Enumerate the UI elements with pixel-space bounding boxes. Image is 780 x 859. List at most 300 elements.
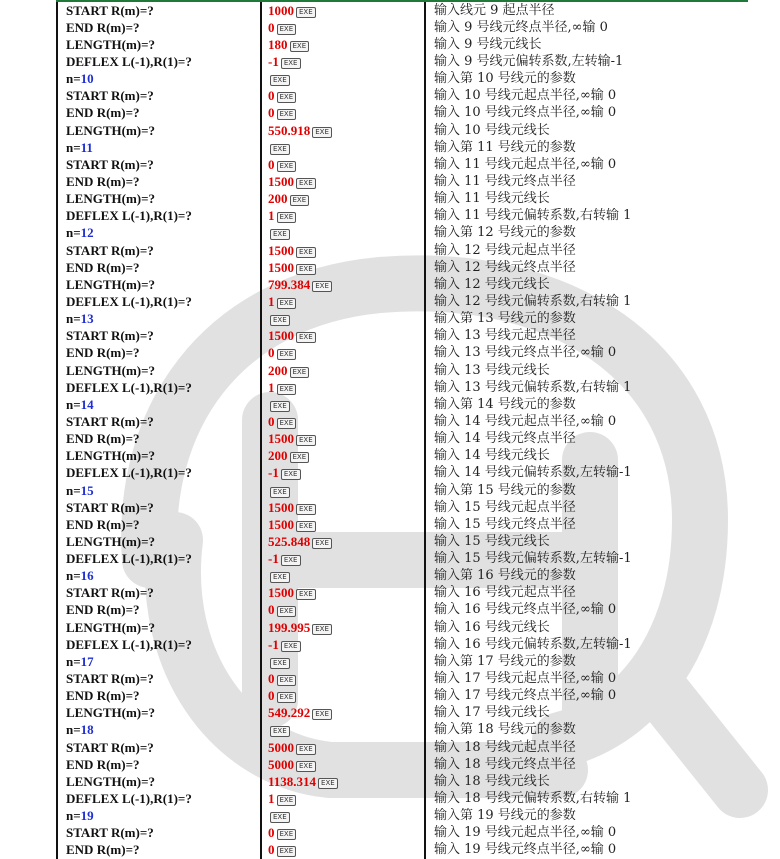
input-value-cell bbox=[261, 739, 425, 756]
description-text: 输入 12 号线元起点半径 bbox=[434, 242, 576, 258]
table-row bbox=[57, 705, 768, 722]
exe-key-icon: EXE bbox=[277, 109, 297, 120]
segment-prefix: n= bbox=[66, 71, 81, 87]
input-value-cell bbox=[261, 602, 425, 619]
exe-key-icon: EXE bbox=[277, 692, 297, 703]
prompt-label: LENGTH(m)=? bbox=[66, 276, 156, 292]
input-value: 1500 bbox=[268, 242, 294, 258]
input-value: 1 bbox=[268, 208, 275, 224]
prompt-label: DEFLEX L(-1),R(1)=? bbox=[66, 208, 192, 224]
exe-key-icon: EXE bbox=[290, 452, 310, 463]
prompt-label: LENGTH(m)=? bbox=[66, 362, 156, 378]
prompt-label: DEFLEX L(-1),R(1)=? bbox=[66, 379, 192, 395]
description-text: 输入 14 号线元终点半径 bbox=[434, 431, 576, 447]
input-value: 1 bbox=[268, 293, 275, 309]
prompt-label-cell bbox=[57, 790, 261, 807]
input-value: -1 bbox=[268, 53, 279, 69]
prompt-label: END R(m)=? bbox=[66, 173, 140, 189]
exe-key-icon: EXE bbox=[277, 349, 297, 360]
prompt-label: END R(m)=? bbox=[66, 842, 140, 858]
input-value: 1500 bbox=[268, 431, 294, 447]
prompt-label-cell bbox=[57, 413, 261, 430]
prompt-label-cell bbox=[57, 448, 261, 465]
description-cell bbox=[425, 88, 768, 105]
table-row bbox=[57, 482, 768, 499]
segment-prefix: n= bbox=[66, 139, 81, 155]
input-value: -1 bbox=[268, 465, 279, 481]
input-value: -1 bbox=[268, 636, 279, 652]
exe-key-icon: EXE bbox=[312, 281, 332, 292]
table-row bbox=[57, 191, 768, 208]
prompt-label-cell bbox=[57, 825, 261, 842]
exe-key-icon: EXE bbox=[270, 726, 290, 737]
table-row bbox=[57, 619, 768, 636]
table-row bbox=[57, 653, 768, 670]
prompt-label-cell bbox=[57, 739, 261, 756]
input-value: 0 bbox=[268, 88, 275, 104]
input-value-cell bbox=[261, 551, 425, 568]
input-value-cell bbox=[261, 482, 425, 499]
description-text: 输入 9 号线元线长 bbox=[434, 36, 542, 52]
table-row bbox=[57, 602, 768, 619]
table-row bbox=[57, 773, 768, 790]
input-value-cell bbox=[261, 448, 425, 465]
table-row bbox=[57, 551, 768, 568]
description-text: 输入 12 号线元线长 bbox=[434, 276, 550, 292]
prompt-label-cell bbox=[57, 585, 261, 602]
segment-index-cell bbox=[57, 482, 261, 499]
table-row bbox=[57, 2, 768, 19]
exe-key-icon: EXE bbox=[296, 521, 316, 532]
description-text: 输入 15 号线元终点半径 bbox=[434, 516, 576, 532]
description-text: 输入 18 号线元终点半径 bbox=[434, 756, 576, 772]
exe-key-icon: EXE bbox=[270, 487, 290, 498]
table-row bbox=[57, 568, 768, 585]
input-value: 5000 bbox=[268, 739, 294, 755]
input-value: 1500 bbox=[268, 173, 294, 189]
input-value: 1500 bbox=[268, 499, 294, 515]
description-cell bbox=[425, 619, 768, 636]
prompt-label-cell bbox=[57, 293, 261, 310]
input-value-cell bbox=[261, 379, 425, 396]
prompt-label-cell bbox=[57, 551, 261, 568]
description-text: 输入第 15 号线元的参数 bbox=[434, 482, 576, 498]
description-cell bbox=[425, 585, 768, 602]
description-cell bbox=[425, 173, 768, 190]
table-row bbox=[57, 379, 768, 396]
table-row bbox=[57, 362, 768, 379]
input-value: 0 bbox=[268, 156, 275, 172]
description-cell bbox=[425, 19, 768, 36]
input-value-cell bbox=[261, 71, 425, 88]
description-text: 输入 11 号线元起点半径,∞输 0 bbox=[434, 156, 617, 172]
prompt-label-cell bbox=[57, 688, 261, 705]
input-value-cell bbox=[261, 293, 425, 310]
table-row bbox=[57, 636, 768, 653]
input-value: 200 bbox=[268, 191, 288, 207]
segment-number: 14 bbox=[80, 396, 94, 412]
segment-index-cell bbox=[57, 808, 261, 825]
input-value: -1 bbox=[268, 551, 279, 567]
prompt-label-cell bbox=[57, 705, 261, 722]
description-cell bbox=[425, 825, 768, 842]
description-cell bbox=[425, 276, 768, 293]
description-text: 输入第 18 号线元的参数 bbox=[434, 722, 576, 738]
input-value: 1 bbox=[268, 791, 275, 807]
input-value-cell bbox=[261, 88, 425, 105]
prompt-label: LENGTH(m)=? bbox=[66, 36, 156, 52]
exe-key-icon: EXE bbox=[296, 178, 316, 189]
table-row bbox=[57, 276, 768, 293]
description-cell bbox=[425, 105, 768, 122]
prompt-label: LENGTH(m)=? bbox=[66, 448, 156, 464]
description-cell bbox=[425, 259, 768, 276]
segment-index-cell bbox=[57, 396, 261, 413]
exe-key-icon: EXE bbox=[277, 846, 297, 857]
prompt-label-cell bbox=[57, 105, 261, 122]
description-text: 输入第 19 号线元的参数 bbox=[434, 808, 576, 824]
table-row bbox=[57, 156, 768, 173]
input-value-cell bbox=[261, 688, 425, 705]
input-value-cell bbox=[261, 328, 425, 345]
description-text: 输入第 12 号线元的参数 bbox=[434, 225, 576, 241]
input-value: 1500 bbox=[268, 328, 294, 344]
description-text: 输入第 17 号线元的参数 bbox=[434, 653, 576, 669]
input-value: 549.292 bbox=[268, 705, 311, 721]
table-row bbox=[57, 345, 768, 362]
description-text: 输入 13 号线元线长 bbox=[434, 362, 550, 378]
description-cell bbox=[425, 705, 768, 722]
exe-key-icon: EXE bbox=[270, 144, 290, 155]
description-text: 输入第 16 号线元的参数 bbox=[434, 568, 576, 584]
input-value-cell bbox=[261, 345, 425, 362]
prompt-label: END R(m)=? bbox=[66, 688, 140, 704]
prompt-label-cell bbox=[57, 276, 261, 293]
input-value-cell bbox=[261, 465, 425, 482]
description-cell bbox=[425, 842, 768, 859]
description-cell bbox=[425, 636, 768, 653]
exe-key-icon: EXE bbox=[281, 58, 301, 69]
input-value: 1500 bbox=[268, 516, 294, 532]
input-value: 1000 bbox=[268, 2, 294, 18]
exe-key-icon: EXE bbox=[270, 315, 290, 326]
prompt-label: START R(m)=? bbox=[66, 585, 154, 601]
prompt-label-cell bbox=[57, 191, 261, 208]
table-row bbox=[57, 88, 768, 105]
description-cell bbox=[425, 448, 768, 465]
exe-key-icon: EXE bbox=[270, 572, 290, 583]
exe-key-icon: EXE bbox=[312, 709, 332, 720]
prompt-label-cell bbox=[57, 36, 261, 53]
table-row bbox=[57, 328, 768, 345]
description-text: 输入 10 号线元终点半径,∞输 0 bbox=[434, 105, 617, 121]
segment-prefix: n= bbox=[66, 311, 81, 327]
input-value-cell bbox=[261, 790, 425, 807]
prompt-label-cell bbox=[57, 156, 261, 173]
description-text: 输入线元 9 起点半径 bbox=[434, 2, 555, 18]
table-row bbox=[57, 71, 768, 88]
prompt-label: START R(m)=? bbox=[66, 156, 154, 172]
input-value: 199.995 bbox=[268, 619, 311, 635]
description-cell bbox=[425, 242, 768, 259]
table-row bbox=[57, 739, 768, 756]
description-text: 输入 12 号线元偏转系数,右转输 1 bbox=[434, 293, 632, 309]
description-text: 输入 17 号线元起点半径,∞输 0 bbox=[434, 671, 617, 687]
prompt-label-cell bbox=[57, 345, 261, 362]
exe-key-icon: EXE bbox=[277, 92, 297, 103]
description-cell bbox=[425, 71, 768, 88]
exe-key-icon: EXE bbox=[270, 812, 290, 823]
description-text: 输入 17 号线元线长 bbox=[434, 705, 550, 721]
input-value-cell bbox=[261, 773, 425, 790]
description-cell bbox=[425, 345, 768, 362]
table-row bbox=[57, 122, 768, 139]
prompt-label: LENGTH(m)=? bbox=[66, 122, 156, 138]
segment-index-cell bbox=[57, 225, 261, 242]
input-value-cell bbox=[261, 653, 425, 670]
segment-index-cell bbox=[57, 653, 261, 670]
description-cell bbox=[425, 191, 768, 208]
description-cell bbox=[425, 551, 768, 568]
description-text: 输入 10 号线元线长 bbox=[434, 122, 550, 138]
table-row bbox=[57, 242, 768, 259]
description-cell bbox=[425, 36, 768, 53]
exe-key-icon: EXE bbox=[296, 761, 316, 772]
description-cell bbox=[425, 139, 768, 156]
prompt-label: START R(m)=? bbox=[66, 88, 154, 104]
prompt-label: START R(m)=? bbox=[66, 739, 154, 755]
description-cell bbox=[425, 653, 768, 670]
segment-prefix: n= bbox=[66, 653, 81, 669]
exe-key-icon: EXE bbox=[277, 606, 297, 617]
description-cell bbox=[425, 465, 768, 482]
prompt-label-cell bbox=[57, 122, 261, 139]
prompt-label-cell bbox=[57, 516, 261, 533]
segment-index-cell bbox=[57, 568, 261, 585]
input-value-cell bbox=[261, 311, 425, 328]
input-value-cell bbox=[261, 533, 425, 550]
table-row bbox=[57, 431, 768, 448]
table-row bbox=[57, 259, 768, 276]
description-text: 输入 16 号线元终点半径,∞输 0 bbox=[434, 602, 617, 618]
input-value: 0 bbox=[268, 688, 275, 704]
input-value-cell bbox=[261, 619, 425, 636]
description-text: 输入 11 号线元偏转系数,右转输 1 bbox=[434, 208, 632, 224]
exe-key-icon: EXE bbox=[290, 195, 310, 206]
input-value: 200 bbox=[268, 362, 288, 378]
input-value-cell bbox=[261, 2, 425, 19]
exe-key-icon: EXE bbox=[281, 641, 301, 652]
description-text: 输入 14 号线元起点半径,∞输 0 bbox=[434, 413, 617, 429]
exe-key-icon: EXE bbox=[290, 367, 310, 378]
input-value-cell bbox=[261, 276, 425, 293]
exe-key-icon: EXE bbox=[270, 75, 290, 86]
input-value-cell bbox=[261, 705, 425, 722]
description-text: 输入 11 号线元线长 bbox=[434, 191, 550, 207]
exe-key-icon: EXE bbox=[277, 384, 297, 395]
input-value-cell bbox=[261, 122, 425, 139]
table-row bbox=[57, 722, 768, 739]
description-text: 输入第 14 号线元的参数 bbox=[434, 396, 576, 412]
segment-number: 12 bbox=[80, 225, 94, 241]
description-text: 输入 9 号线元终点半径,∞输 0 bbox=[434, 19, 608, 35]
table-row bbox=[57, 105, 768, 122]
exe-key-icon: EXE bbox=[296, 332, 316, 343]
prompt-label-cell bbox=[57, 465, 261, 482]
segment-number: 16 bbox=[80, 568, 94, 584]
input-value-cell bbox=[261, 516, 425, 533]
description-text: 输入 14 号线元线长 bbox=[434, 448, 550, 464]
input-value-cell bbox=[261, 636, 425, 653]
description-cell bbox=[425, 499, 768, 516]
input-value: 0 bbox=[268, 345, 275, 361]
exe-key-icon: EXE bbox=[296, 7, 316, 18]
description-cell bbox=[425, 328, 768, 345]
prompt-label: START R(m)=? bbox=[66, 2, 154, 18]
description-cell bbox=[425, 808, 768, 825]
exe-key-icon: EXE bbox=[296, 247, 316, 258]
input-value: 200 bbox=[268, 448, 288, 464]
description-text: 输入 19 号线元终点半径,∞输 0 bbox=[434, 842, 617, 858]
input-value: 550.918 bbox=[268, 122, 311, 138]
description-cell bbox=[425, 293, 768, 310]
description-text: 输入 10 号线元起点半径,∞输 0 bbox=[434, 88, 617, 104]
description-text: 输入 16 号线元线长 bbox=[434, 619, 550, 635]
exe-key-icon: EXE bbox=[296, 264, 316, 275]
table-row bbox=[57, 139, 768, 156]
input-value: 5000 bbox=[268, 756, 294, 772]
prompt-label-cell bbox=[57, 242, 261, 259]
input-value: 0 bbox=[268, 842, 275, 858]
input-value-cell bbox=[261, 396, 425, 413]
input-value: 1138.314 bbox=[268, 773, 317, 789]
input-value-cell bbox=[261, 499, 425, 516]
prompt-label-cell bbox=[57, 53, 261, 70]
table-row bbox=[57, 413, 768, 430]
segment-number: 10 bbox=[80, 71, 94, 87]
prompt-label: DEFLEX L(-1),R(1)=? bbox=[66, 551, 192, 567]
prompt-label: DEFLEX L(-1),R(1)=? bbox=[66, 636, 192, 652]
segment-number: 11 bbox=[80, 139, 93, 155]
table-row bbox=[57, 808, 768, 825]
prompt-label: END R(m)=? bbox=[66, 756, 140, 772]
input-value-cell bbox=[261, 156, 425, 173]
table-row bbox=[57, 36, 768, 53]
description-text: 输入 18 号线元偏转系数,右转输 1 bbox=[434, 791, 632, 807]
input-value-cell bbox=[261, 208, 425, 225]
input-value-cell bbox=[261, 259, 425, 276]
description-cell bbox=[425, 208, 768, 225]
table-row bbox=[57, 790, 768, 807]
prompt-label: END R(m)=? bbox=[66, 345, 140, 361]
input-value: 0 bbox=[268, 825, 275, 841]
input-value-cell bbox=[261, 842, 425, 859]
segment-prefix: n= bbox=[66, 482, 81, 498]
table-row bbox=[57, 688, 768, 705]
table-row bbox=[57, 53, 768, 70]
input-value: 0 bbox=[268, 413, 275, 429]
prompt-label: LENGTH(m)=? bbox=[66, 773, 156, 789]
input-value-cell bbox=[261, 670, 425, 687]
table-row bbox=[57, 499, 768, 516]
input-value-cell bbox=[261, 825, 425, 842]
description-cell bbox=[425, 516, 768, 533]
table-row bbox=[57, 311, 768, 328]
description-cell bbox=[425, 722, 768, 739]
segment-number: 19 bbox=[80, 808, 94, 824]
exe-key-icon: EXE bbox=[277, 161, 297, 172]
table-row bbox=[57, 670, 768, 687]
input-value-cell bbox=[261, 756, 425, 773]
prompt-label: END R(m)=? bbox=[66, 259, 140, 275]
segment-prefix: n= bbox=[66, 396, 81, 412]
input-value: 0 bbox=[268, 105, 275, 121]
exe-key-icon: EXE bbox=[290, 41, 310, 52]
prompt-label: DEFLEX L(-1),R(1)=? bbox=[66, 53, 192, 69]
input-value: 1500 bbox=[268, 259, 294, 275]
prompt-label-cell bbox=[57, 499, 261, 516]
description-cell bbox=[425, 225, 768, 242]
table-row bbox=[57, 19, 768, 36]
exe-key-icon: EXE bbox=[277, 24, 297, 35]
description-cell bbox=[425, 379, 768, 396]
input-value: 525.848 bbox=[268, 533, 311, 549]
description-cell bbox=[425, 533, 768, 550]
input-value-cell bbox=[261, 413, 425, 430]
prompt-label-cell bbox=[57, 208, 261, 225]
description-cell bbox=[425, 670, 768, 687]
table-row bbox=[57, 293, 768, 310]
description-text: 输入第 11 号线元的参数 bbox=[434, 139, 576, 155]
input-value-cell bbox=[261, 722, 425, 739]
description-text: 输入 11 号线元终点半径 bbox=[434, 173, 576, 189]
exe-key-icon: EXE bbox=[296, 744, 316, 755]
description-cell bbox=[425, 53, 768, 70]
description-text: 输入 15 号线元起点半径 bbox=[434, 499, 576, 515]
table-row bbox=[57, 516, 768, 533]
input-value-cell bbox=[261, 242, 425, 259]
description-text: 输入 13 号线元起点半径 bbox=[434, 328, 576, 344]
prompt-label: LENGTH(m)=? bbox=[66, 619, 156, 635]
input-value: 0 bbox=[268, 19, 275, 35]
description-text: 输入 15 号线元线长 bbox=[434, 533, 550, 549]
segment-number: 13 bbox=[80, 311, 94, 327]
input-value-cell bbox=[261, 225, 425, 242]
input-value: 1500 bbox=[268, 585, 294, 601]
segment-index-cell bbox=[57, 722, 261, 739]
prompt-label: START R(m)=? bbox=[66, 413, 154, 429]
table-row bbox=[57, 448, 768, 465]
description-cell bbox=[425, 311, 768, 328]
exe-key-icon: EXE bbox=[277, 829, 297, 840]
prompt-label-cell bbox=[57, 2, 261, 19]
exe-key-icon: EXE bbox=[296, 589, 316, 600]
prompt-label-cell bbox=[57, 379, 261, 396]
table-row bbox=[57, 208, 768, 225]
prompt-label: END R(m)=? bbox=[66, 431, 140, 447]
exe-key-icon: EXE bbox=[296, 435, 316, 446]
description-cell bbox=[425, 756, 768, 773]
prompt-label: END R(m)=? bbox=[66, 602, 140, 618]
prompt-label-cell bbox=[57, 533, 261, 550]
prompt-label: END R(m)=? bbox=[66, 105, 140, 121]
description-text: 输入第 10 号线元的参数 bbox=[434, 71, 576, 87]
input-value-cell bbox=[261, 19, 425, 36]
table-row bbox=[57, 465, 768, 482]
description-cell bbox=[425, 602, 768, 619]
description-text: 输入第 13 号线元的参数 bbox=[434, 311, 576, 327]
description-cell bbox=[425, 396, 768, 413]
